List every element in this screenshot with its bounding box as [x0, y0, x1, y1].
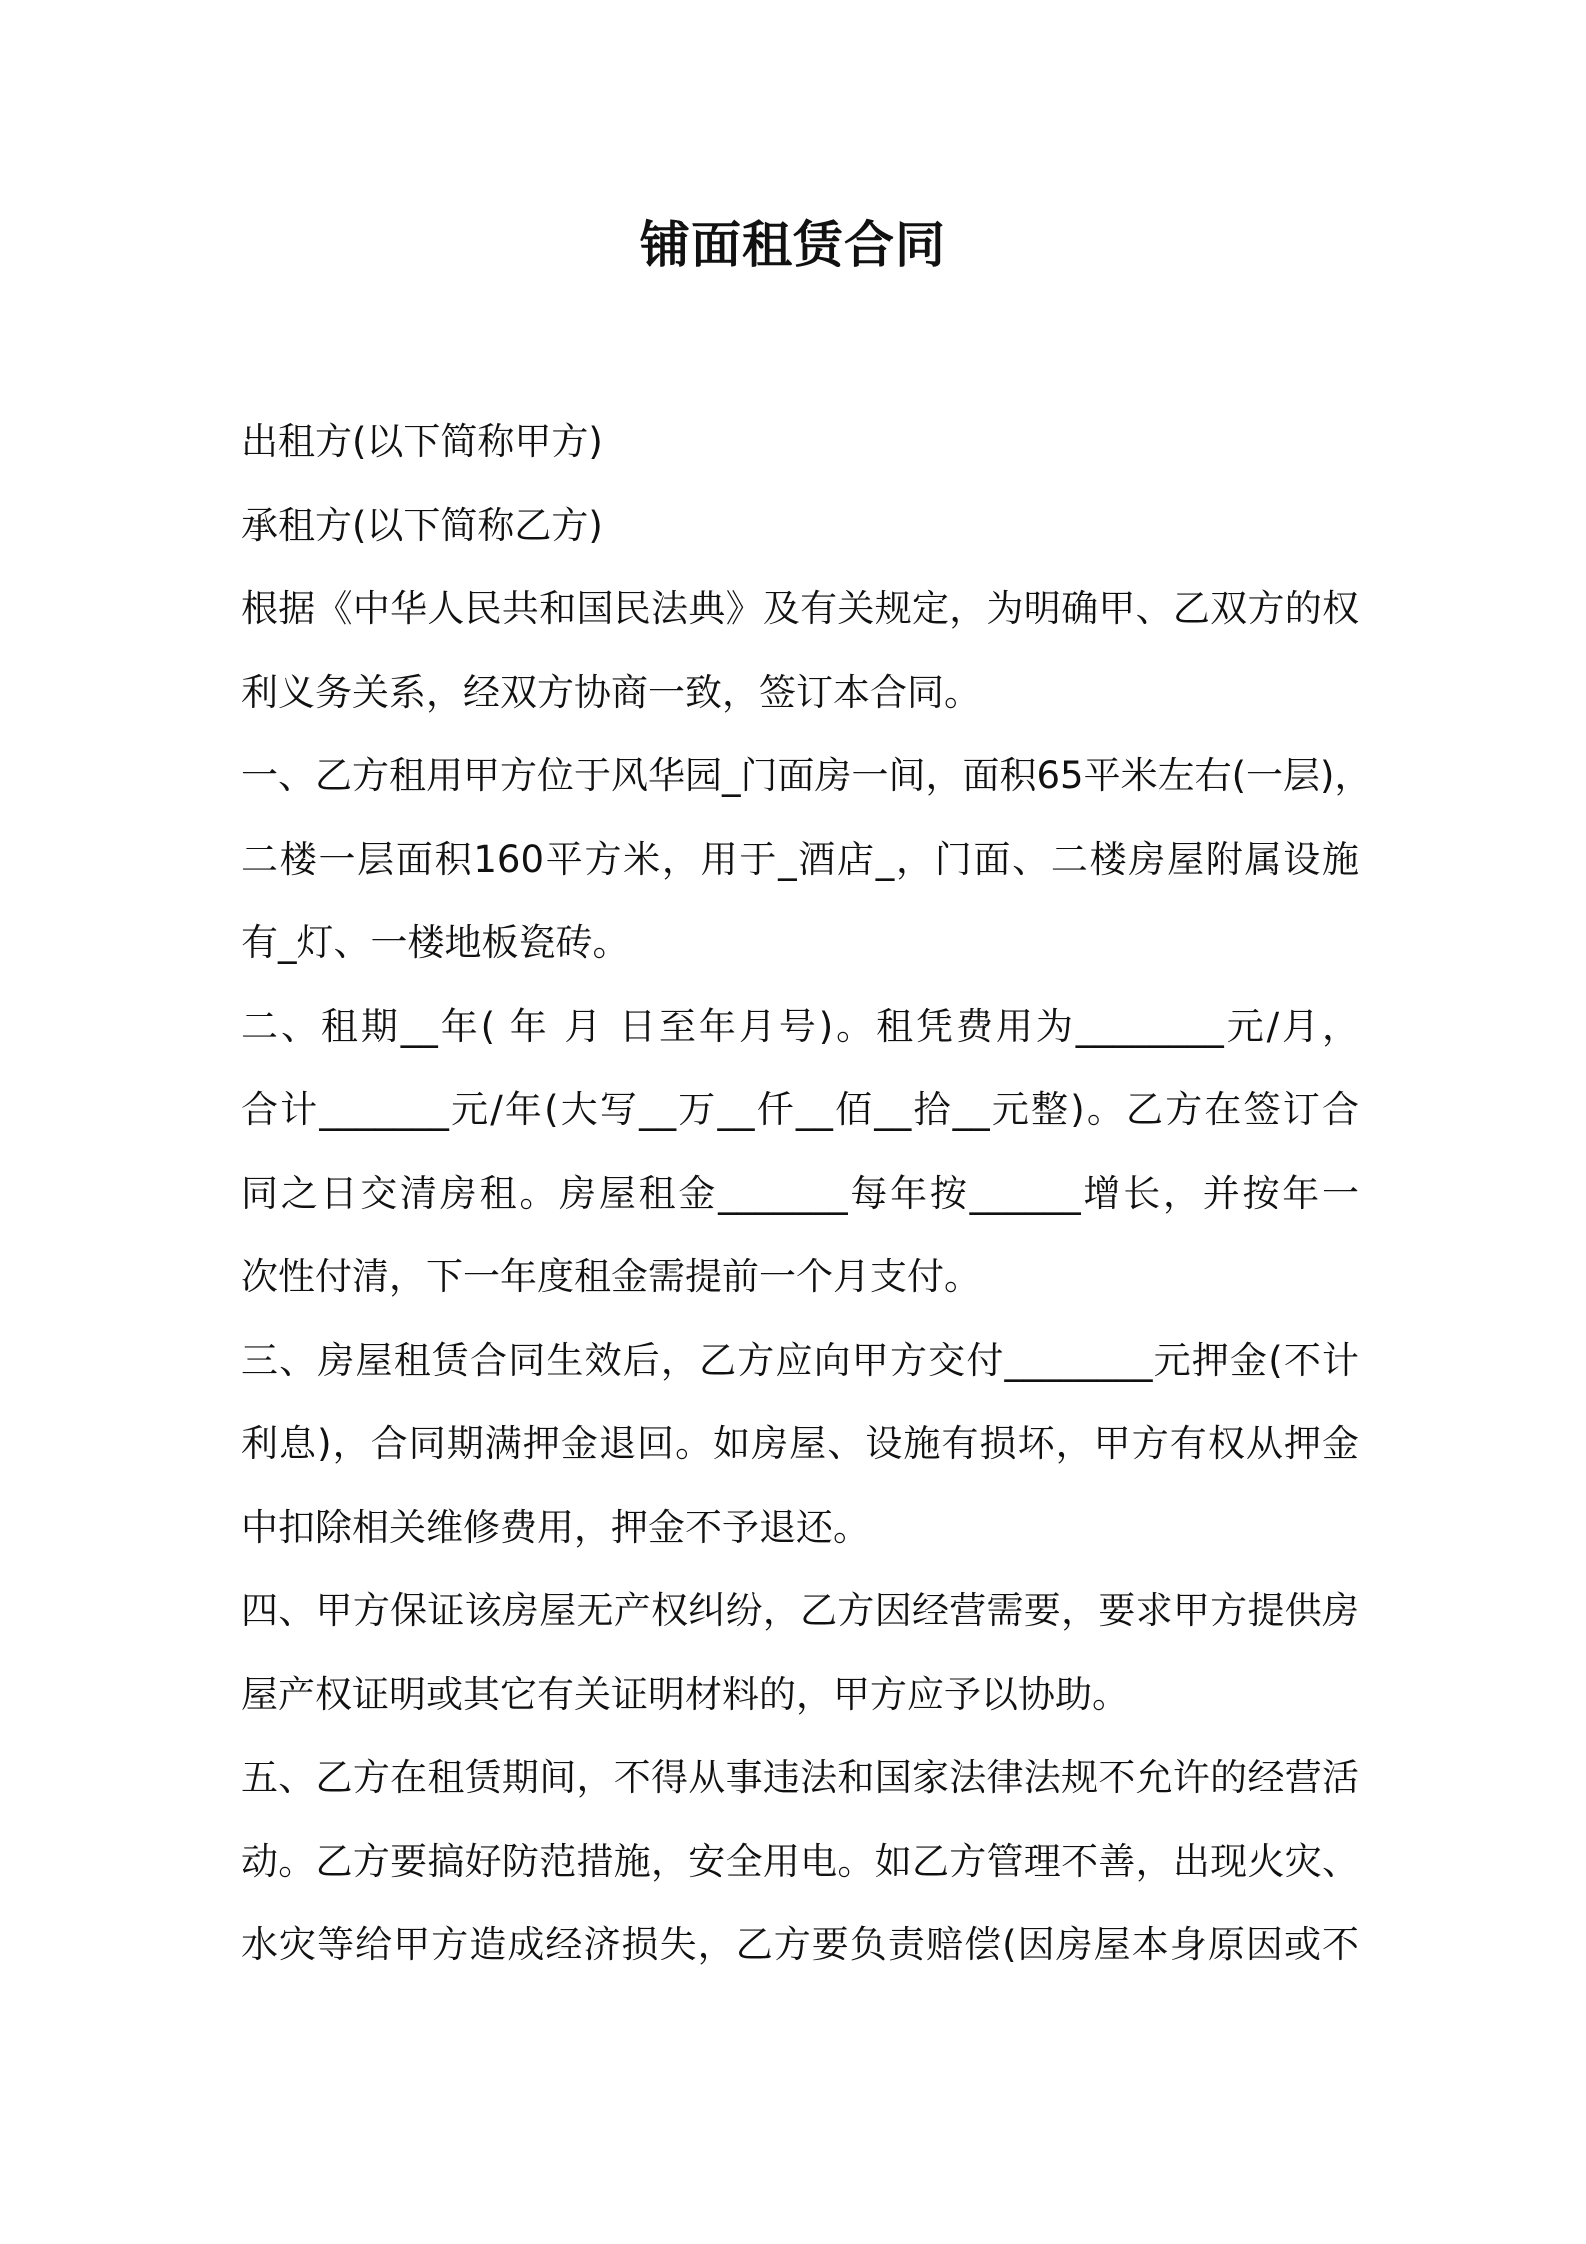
text-line: 四、甲方保证该房屋无产权纠纷，乙方因经营需要，要求甲方提供房 [241, 1589, 1359, 1632]
text-line: 五、乙方在租赁期间，不得从事违法和国家法律法规不允许的经营活 [241, 1756, 1359, 1799]
text-line: 中扣除相关维修费用，押金不予退还。 [241, 1505, 870, 1549]
text-line: 有_灯、一楼地板瓷砖。 [241, 921, 630, 964]
text-line: 同之日交清房租。房屋租金_______每年按______增长，并按年一 [241, 1171, 1359, 1215]
text-line: 合计_______元/年(大写__万__仟__佰__拾__元整)。乙方在签订合 [241, 1088, 1359, 1131]
document-title: 铺面租赁合同 [640, 216, 946, 274]
text-line: 水灾等给甲方造成经济损失，乙方要负责赔偿(因房屋本身原因或不 [241, 1923, 1359, 1966]
document-body [241, 400, 1372, 1987]
text-line: 次性付清，下一年度租金需提前一个月支付。 [241, 1255, 981, 1298]
text-line: 二、租期__年( 年 月 日至年月号)。租凭费用为________元/月， [241, 1004, 1359, 1048]
text-line: 二楼一层面积160平方米，用于_酒店_，门面、二楼房屋附属设施 [241, 837, 1359, 881]
text-line: 屋产权证明或其它有关证明材料的，甲方应予以协助。 [241, 1672, 1129, 1716]
text-line: 利息)，合同期满押金退回。如房屋、设施有损坏，甲方有权从押金 [241, 1422, 1359, 1465]
text-line: 出租方(以下简称甲方) [241, 420, 603, 463]
text-line: 根据《中华人民共和国民法典》及有关规定，为明确甲、乙双方的权 [241, 587, 1359, 630]
text-line: 利义务关系，经双方协商一致，签订本合同。 [241, 670, 981, 714]
text-line: 动。乙方要搞好防范措施，安全用电。如乙方管理不善，出现火灾、 [241, 1839, 1359, 1883]
text-line: 一、乙方租用甲方位于风华园_门面房一间，面积65平米左右(一层)， [241, 754, 1372, 797]
text-line: 三、房屋租赁合同生效后，乙方应向甲方交付________元押金(不计 [241, 1338, 1359, 1382]
text-line: 承租方(以下简称乙方) [241, 503, 603, 547]
